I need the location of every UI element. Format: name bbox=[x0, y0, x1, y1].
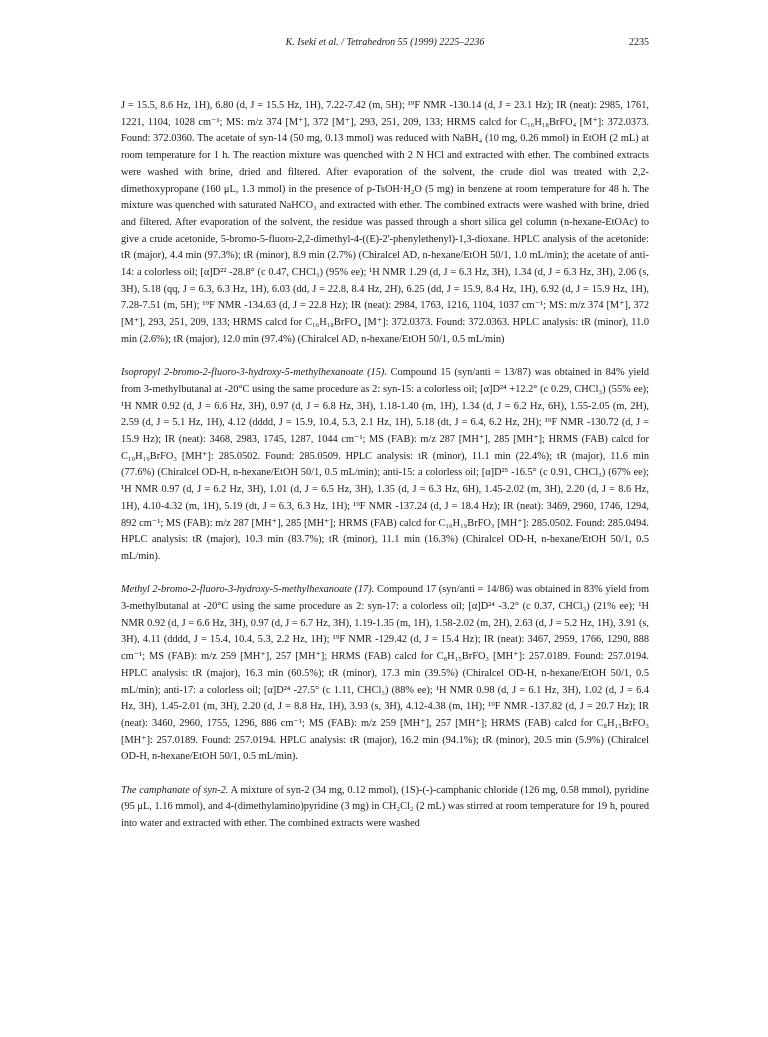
paragraph-compound-15 bbox=[121, 365, 649, 565]
paragraph-text: A mixture of syn-2 (34 mg, 0.12 mmol), (1S)-(-)-camphanic chloride (126 mg, 0.58 mmol), pyridine (95 μL, 1.16 mmol), and 4-(dimethylamino)pyridine (3 mg) in CH₂Cl₂ (2 mL) was stirred at room temperature for 19 h, poured into water and extracted with ether. The combined extracts were washed bbox=[121, 784, 649, 830]
paragraph-acetate-14 bbox=[121, 98, 649, 349]
paragraph-compound-17 bbox=[121, 582, 649, 766]
compound-heading: Methyl 2-bromo-2-fluoro-3-hydroxy-5-methylhexanoate (17). bbox=[121, 584, 375, 596]
compound-heading: The camphanate of syn-2. bbox=[121, 784, 229, 796]
paragraph-text: J = 15.5, 8.6 Hz, 1H), 6.80 (d, J = 15.5 Hz, 1H), 7.22-7.42 (m, 5H); ¹⁹F NMR -130.14 (d, J = 23.1 Hz); IR (neat): 2985, 1761, 1221, 1104, 1028 cm⁻¹; MS: m/z 374 [M⁺], 372 [M⁺], 293, 251, 209, 133; HRMS calcd for C₁₆H₁₈BrFO₄ [M⁺]: 372.0373. Found: 372.0360. The acetate of syn-14 (50 mg, 0.13 mmol) was reduced with NaBH₄ (10 mg, 0.26 mmol) in EtOH (2 mL) at room temperature for 1 h. The reaction mixture was quenched with 2 N HCl and extracted with ether. The combined extracts were washed with brine, dried and filtered. After evaporation of the solvent, the crude diol was treated with 2,2-dimethoxypropane (160 μL, 1.3 mmol) in the presence of p-TsOH·H₂O (5 mg) in benzene at room temperature for 48 h. The mixture was quenched with saturated NaHCO₃ and extracted with ether. The combined extracts were washed with brine, dried and filtered. After evaporation of the solvent, the residue was passed through a short silica gel column (n-hexane-EtOAc) to give a crude acetonide, 5-bromo-5-fluoro-2,2-dimethyl-4-((E)-2'-phenylethenyl)-1,3-dioxane. HPLC analysis of the acetonide: tR (major), 4.4 min (97.3%); tR (minor), 8.9 min (2.7%) (Chiralcel AD, n-hexane/EtOH 50/1, 1.0 mL/min); the acetate of anti-14: a colorless oil; [α]D²² -28.8° (c 0.47, CHCl₃) (95% ee); ¹H NMR 1.29 (d, J = 6.3 Hz, 3H), 1.34 (d, J = 6.3 Hz, 3H), 2.06 (s, 3H), 5.18 (qq, J = 6.3, 6.3 Hz, 1H), 6.03 (dd, J = 22.8, 8.4 Hz, 2H), 6.25 (dd, J = 15.9, 8.4 Hz, 1H), 6.92 (d, J = 15.9 Hz, 1H), 7.28-7.51 (m, 5H); ¹⁹F NMR -134.63 (d, J = 22.8 Hz); IR (neat): 2984, 1763, 1216, 1104, 1037 cm⁻¹; MS: m/z 374 [M⁺], 372 [M⁺], 293, 251, 209, 133; HRMS calcd for C₁₆H₁₈BrFO₄ [M⁺]: 372.0373. Found: 372.0363. HPLC analysis: tR (minor), 11.0 min (2.6%); tR (major), 12.0 min (97.4%) (Chiralcel AD, n-hexane/EtOH 50/1, 0.5 mL/min) bbox=[121, 100, 649, 345]
journal-citation: K. Iseki et al. / Tetrahedron 55 (1999) 2225–2236 bbox=[285, 37, 485, 48]
paragraph-camphanate bbox=[121, 783, 649, 833]
paragraph-text: Compound 17 (syn/anti = 14/86) was obtained in 83% yield from 3-methylbutanal at -20°C using the same procedure as 2: syn-17: a colorless oil; [α]D²⁴ -3.2° (c 0.37, CHCl₃) (21% ee); ¹H NMR 0.92 (d, J = 6.6 Hz, 3H), 0.97 (d, J = 6.7 Hz, 3H), 1.19-1.35 (m, 1H), 1.58-2.02 (m, 2H), 2.63 (d, J = 5.2 Hz, 1H), 3.91 (s, 3H), 4.11 (dddd, J = 15.4, 10.4, 5.3, 2.2 Hz, 1H); ¹⁹F NMR -129.42 (d, J = 15.4 Hz); IR (neat): 3467, 2959, 1766, 1290, 888 cm⁻¹; MS (FAB): m/z 259 [MH⁺], 257 [MH⁺]; HRMS (FAB) calcd for C₈H₁₅BrFO₃ [MH⁺]: 257.0189. Found: 257.0194. HPLC analysis: tR (major), 16.3 min (60.5%); tR (minor), 17.3 min (39.5%) (Chiralcel OD-H, n-hexane/EtOH 50/1, 0.5 mL/min); anti-17: a colorless oil; [α]D²⁴ -27.5° (c 1.11, CHCl₃) (88% ee); ¹H NMR 0.98 (d, J = 6.1 Hz, 3H), 1.02 (d, J = 6.4 Hz, 3H), 1.45-2.01 (m, 3H), 2.20 (d, J = 8.8 Hz, 1H), 3.93 (s, 3H), 4.12-4.38 (m, 1H); ¹⁹F NMR -137.82 (d, J = 20.7 Hz); IR (neat): 3460, 2960, 1755, 1296, 886 cm⁻¹; MS (FAB): m/z 259 [MH⁺], 257 [MH⁺]; HRMS (FAB) calcd for C₈H₁₅BrFO₃ [MH⁺]: 257.0189. Found: 257.0194. HPLC analysis: tR (major), 16.2 min (94.1%); tR (minor), 20.5 min (5.9%) (Chiralcel OD-H, n-hexane/EtOH 50/1, 0.5 mL/min). bbox=[121, 584, 649, 763]
page-number: 2235 bbox=[629, 37, 649, 48]
running-head bbox=[121, 36, 649, 50]
article-body bbox=[121, 98, 649, 833]
paragraph-text: Compound 15 (syn/anti = 13/87) was obtained in 84% yield from 3-methylbutanal at -20°C using the same procedure as 2: syn-15: a colorless oil; [α]D²⁴ +12.2° (c 0.29, CHCl₃) (55% ee); ¹H NMR 0.92 (d, J = 6.6 Hz, 3H), 0.97 (d, J = 6.8 Hz, 3H), 1.18-1.40 (m, 1H), 1.34 (d, J = 6.2 Hz, 6H), 1.55-2.05 (m, 2H), 2.59 (d, J = 5.1 Hz, 1H), 4.12 (dddd, J = 15.9, 10.4, 5.3, 2.1 Hz, 1H), 5.18 (dt, J = 6.4, 6.2 Hz, 2H); ¹⁹F NMR -130.72 (d, J = 15.9 Hz); IR (neat): 3468, 2983, 1745, 1287, 1044 cm⁻¹; MS (FAB): m/z 287 [MH⁺], 285 [MH⁺]; HRMS (FAB) calcd for C₁₀H₁₉BrFO₃ [MH⁺]: 285.0502. Found: 285.0509. HPLC analysis: tR (minor), 11.1 min (22.4%); tR (major), 11.6 min (77.6%) (Chiralcel OD-H, n-hexane/EtOH 50/1, 0.5 mL/min); anti-15: a colorless oil; [α]D²⁵ -16.5° (c 0.91, CHCl₃) (67% ee); ¹H NMR 0.97 (d, J = 6.2 Hz, 3H), 1.01 (d, J = 6.5 Hz, 3H), 1.35 (d, J = 6.3 Hz, 6H), 1.45-2.02 (m, 3H), 2.20 (d, J = 8.6 Hz, 1H), 4.10-4.32 (m, 1H), 5.19 (dt, J = 6.3, 6.3 Hz, 1H); ¹⁹F NMR -137.24 (d, J = 18.4 Hz); IR (neat): 3469, 2960, 1746, 1294, 892 cm⁻¹; MS (FAB): m/z 287 [MH⁺], 285 [MH⁺]; HRMS (FAB) calcd for C₁₀H₁₉BrFO₃ [MH⁺]: 285.0502. Found: 285.0494. HPLC analysis: tR (major), 10.3 min (83.7%); tR (minor), 11.1 min (16.3%) (Chiralcel OD-H, n-hexane/EtOH 50/1, 0.5 mL/min). bbox=[121, 367, 650, 562]
compound-heading: Isopropyl 2-bromo-2-fluoro-3-hydroxy-5-methylhexanoate (15). bbox=[121, 367, 387, 379]
